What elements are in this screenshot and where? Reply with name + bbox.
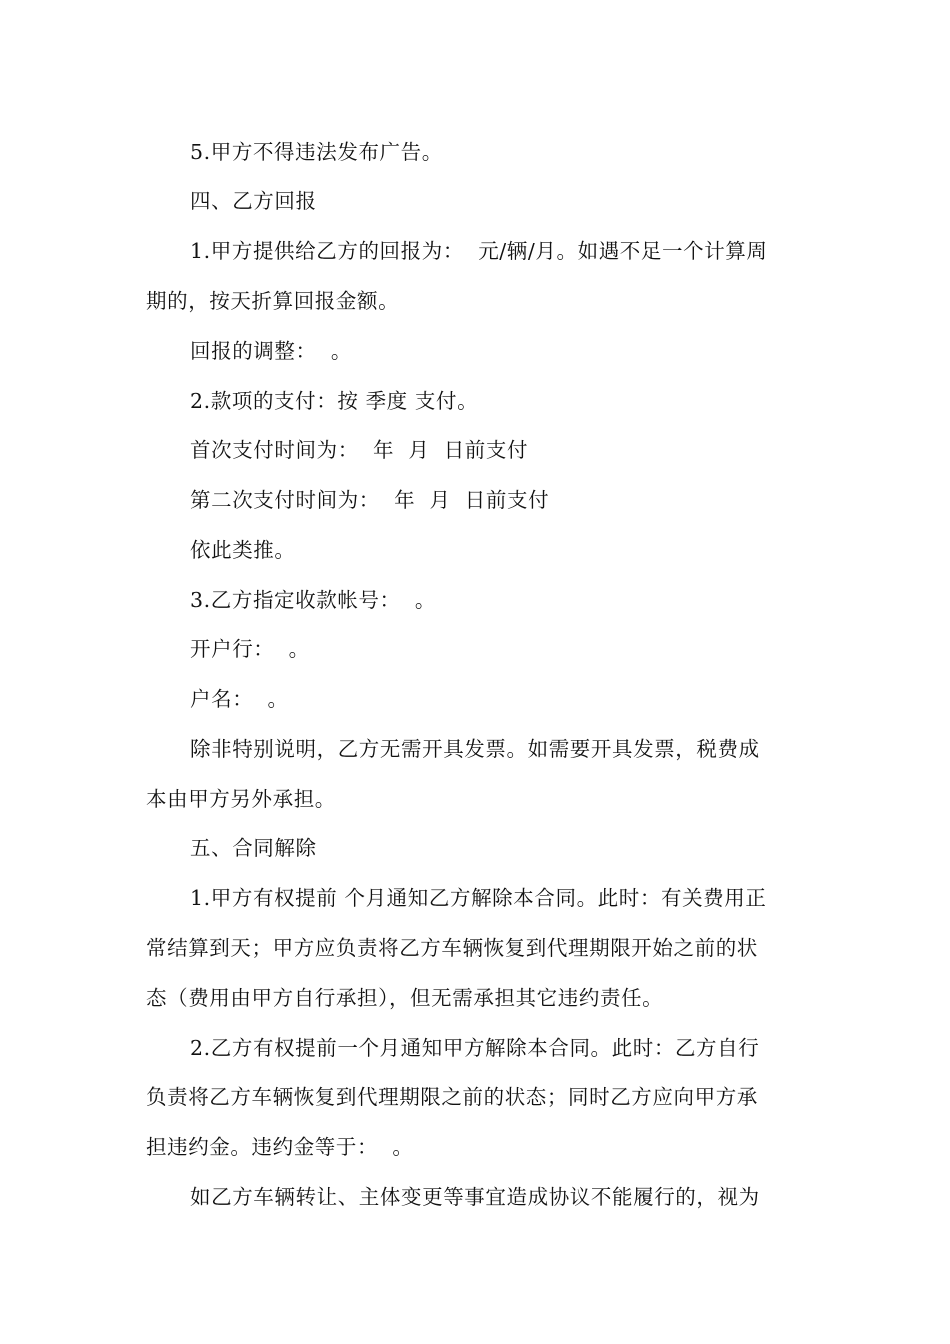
paragraph-line: 3.乙方指定收款帐号： 。 (190, 588, 436, 612)
paragraph-line: 首次支付时间为： 年 月 日前支付 (190, 438, 529, 462)
paragraph-line: 5.甲方不得违法发布广告。 (190, 140, 443, 164)
paragraph-line: 1.甲方提供给乙方的回报为： 元/辆/月。如遇不足一个计算周 (190, 239, 768, 263)
paragraph-line: 常结算到天；甲方应负责将乙方车辆恢复到代理期限开始之前的状 (146, 936, 758, 960)
paragraph-line: 第二次支付时间为： 年 月 日前支付 (190, 488, 550, 512)
paragraph-line: 2.乙方有权提前一个月通知甲方解除本合同。此时：乙方自行 (190, 1036, 760, 1060)
paragraph-line: 态（费用由甲方自行承担），但无需承担其它违约责任。 (146, 986, 664, 1010)
paragraph-line: 开户行： 。 (190, 637, 310, 661)
paragraph-line: 负责将乙方车辆恢复到代理期限之前的状态；同时乙方应向甲方承 (146, 1085, 758, 1109)
paragraph-line: 户名： 。 (190, 687, 289, 711)
section-heading: 五、合同解除 (190, 836, 317, 860)
paragraph-line: 回报的调整： 。 (190, 339, 352, 363)
paragraph-line: 除非特别说明，乙方无需开具发票。如需要开具发票，税费成 (190, 737, 760, 761)
paragraph-line: 本由甲方另外承担。 (146, 787, 336, 811)
section-heading: 四、乙方回报 (190, 189, 317, 213)
paragraph-line: 依此类推。 (190, 538, 296, 562)
paragraph-line: 期的，按天折算回报金额。 (146, 289, 400, 313)
paragraph-line: 2.款项的支付：按 季度 支付。 (190, 389, 479, 413)
paragraph-line: 担违约金。违约金等于： 。 (146, 1135, 414, 1159)
paragraph-line: 如乙方车辆转让、主体变更等事宜造成协议不能履行的，视为 (190, 1185, 760, 1209)
paragraph-line: 1.甲方有权提前 个月通知乙方解除本合同。此时：有关费用正 (190, 886, 767, 910)
